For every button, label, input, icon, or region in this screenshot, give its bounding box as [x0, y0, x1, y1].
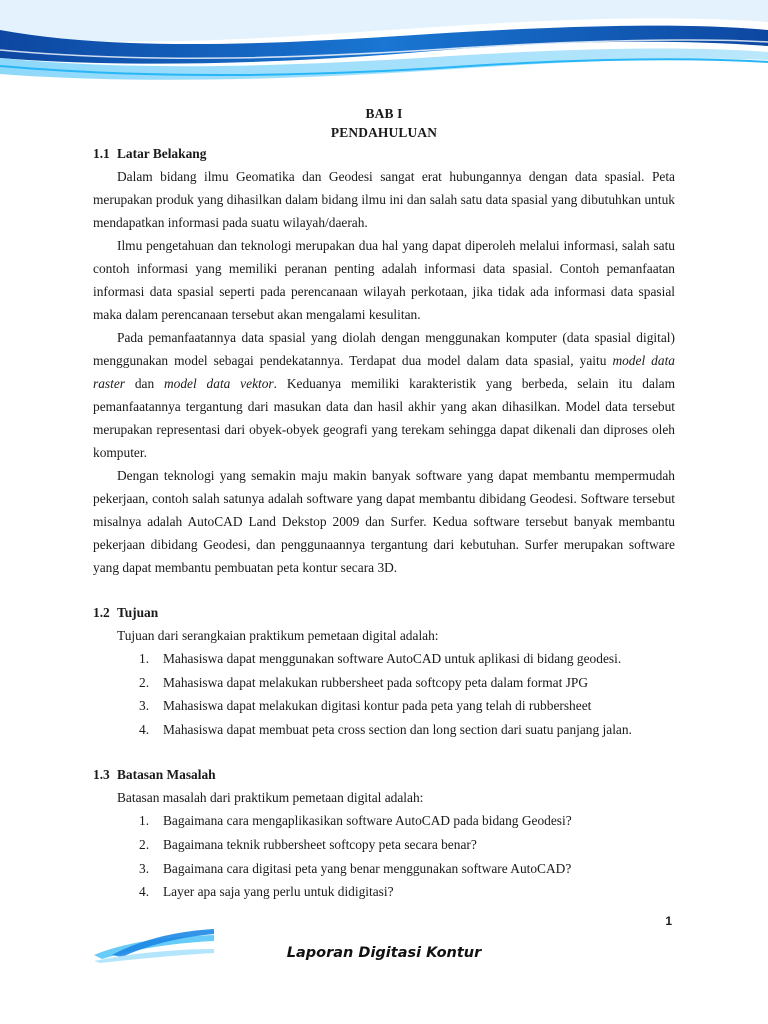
- header-wave-banner: [0, 0, 768, 90]
- list-item-text: Bagaimana cara digitasi peta yang benar menggunakan software AutoCAD?: [163, 860, 572, 876]
- list-item: [93, 671, 675, 695]
- section-number: 1.1: [93, 146, 110, 161]
- paragraph-text: Pada pemanfaatannya data spasial yang diolah dengan menggunakan komputer (data spasial digital) menggunakan model sebagai pendekatannya. Terdapat dua model dalam data spasial, yaitu: [93, 330, 675, 368]
- paragraph-text: . Keduanya memiliki karakteristik yang berbeda, selain itu dalam pemanfaatannya tergantung dari masukan data dan hasil akhir yang akan dihasilkan. Model data tersebut merupakan representasi dari obyek-obyek geografi yang terekam sehingga dapat dikenali dan diproses oleh komputer.: [93, 376, 676, 460]
- list-item-text: Bagaimana cara mengaplikasikan software AutoCAD pada bidang Geodesi?: [163, 813, 572, 829]
- italic-term: model data vektor: [164, 376, 274, 391]
- section-heading-tujuan: [93, 601, 675, 624]
- list-item-text: Layer apa saja yang perlu untuk didigitasi?: [163, 884, 394, 900]
- list-item: [93, 647, 675, 671]
- section-heading-batasan: [93, 763, 675, 786]
- tujuan-list: [93, 647, 675, 741]
- list-number: 3.: [139, 860, 150, 876]
- list-item-text: Mahasiswa dapat membuat peta cross section dan long section dari suatu panjang jalan.: [163, 721, 632, 737]
- list-item-text: Mahasiswa dapat melakukan digitasi kontur pada peta yang telah di rubbersheet: [163, 698, 592, 714]
- list-number: 1.: [139, 651, 150, 666]
- list-number: 2.: [139, 836, 150, 852]
- paragraph-text: dan: [125, 376, 164, 391]
- list-item: [93, 857, 675, 881]
- document-body: [93, 104, 675, 904]
- italic-term: model data raster: [93, 353, 675, 391]
- list-item: [93, 809, 675, 833]
- list-intro: Tujuan dari serangkaian praktikum pemetaan digital adalah:: [117, 628, 439, 643]
- list-item-text: Bagaimana teknik rubbersheet softcopy peta secara benar?: [163, 836, 477, 852]
- section-title: Tujuan: [117, 605, 159, 620]
- section-number: 1.2: [93, 605, 110, 620]
- list-number: 2.: [139, 674, 150, 690]
- list-number: 4.: [139, 721, 150, 737]
- paragraph: Dengan teknologi yang semakin maju makin banyak software yang dapat membantu mempermudah pekerjaan, contoh salah satunya adalah software yang dapat membantu dibidang Geodesi. Software tersebut misalnya adalah AutoCAD Land Dekstop 2009 dan Surfer. Kedua software tersebut banyak membantu pekerjaan dibidang Geodesi, dan penggunaannya tergantung dari kebutuhan. Surfer merupakan software yang dapat membantu pembuatan peta kontur secara 3D.: [93, 468, 675, 575]
- list-number: 4.: [139, 884, 150, 900]
- chapter-title: PENDAHULUAN: [330, 125, 438, 140]
- footer-title: Laporan Digitasi Kontur: [286, 945, 482, 961]
- paragraph: Ilmu pengetahuan dan teknologi merupakan dua hal yang dapat diperoleh melalui informasi, salah satu contoh informasi yang memiliki peranan penting adalah informasi data spasial. Contoh pemanfaatan informasi data spasial seperti pada perencanaan wilayah perkotaan, jika tidak ada informasi data spasial maka dalam perencanaan tersebut akan mengalami kesulitan.: [93, 238, 675, 322]
- list-item: [93, 833, 675, 857]
- page-number: 1: [665, 914, 672, 928]
- list-intro: Batasan masalah dari praktikum pemetaan digital adalah:: [117, 790, 424, 806]
- section-number: 1.3: [93, 767, 110, 783]
- batasan-list: [93, 809, 675, 903]
- paragraph: Dalam bidang ilmu Geomatika dan Geodesi sangat erat hubungannya dengan data spasial. Peta merupakan produk yang dihasilkan dalam bidang ilmu ini dan salah satu data spasial yang dibutuhkan untuk mendapatkan informasi pada suatu wilayah/daerah.: [93, 169, 675, 230]
- chapter-number: BAB I: [365, 106, 403, 121]
- list-item-text: Mahasiswa dapat melakukan rubbersheet pada softcopy peta dalam format JPG: [163, 674, 589, 690]
- section-title: Batasan Masalah: [117, 767, 216, 783]
- list-item: [93, 694, 675, 718]
- list-item: [93, 880, 675, 904]
- list-number: 3.: [139, 698, 150, 714]
- list-item: [93, 718, 675, 742]
- list-number: 1.: [139, 813, 150, 829]
- paragraph: [93, 326, 675, 464]
- section-heading-latar: [93, 142, 675, 165]
- list-item-text: Mahasiswa dapat menggunakan software AutoCAD untuk aplikasi di bidang geodesi.: [163, 651, 622, 666]
- section-title: Latar Belakang: [117, 146, 207, 161]
